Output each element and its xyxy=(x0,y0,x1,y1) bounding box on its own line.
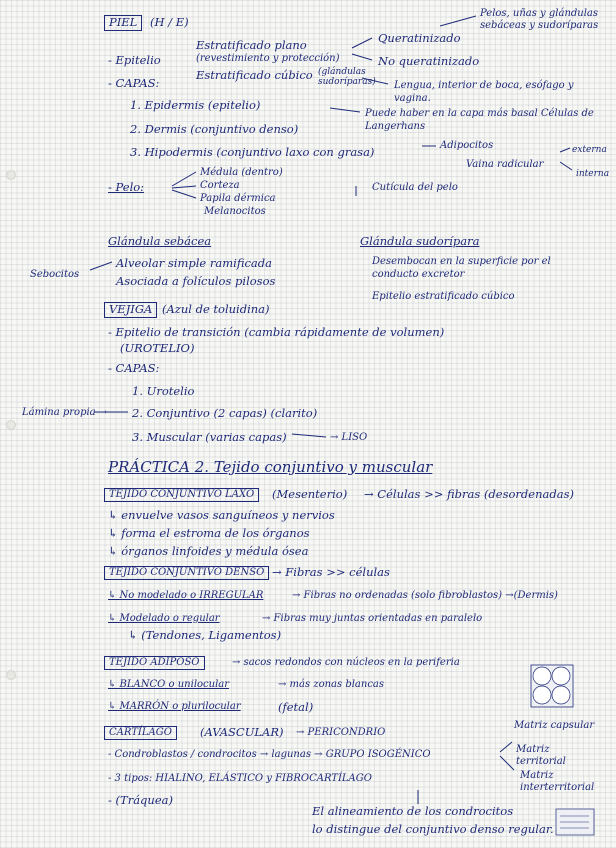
adiposo-marron-desc: (fetal) xyxy=(278,700,314,714)
no-queratinizado: No queratinizado xyxy=(378,54,480,68)
alineamiento-1: El alineamiento de los condrocitos xyxy=(312,804,514,818)
piel-subtitle: (H / E) xyxy=(150,15,189,29)
piel-title: PIEL xyxy=(104,15,142,31)
epitelio-label: - Epitelio xyxy=(108,53,161,67)
pelo-medula: Médula (dentro) xyxy=(200,167,283,178)
epitelio-cubico: Epitelio estratificado cúbico xyxy=(372,291,515,302)
punch-hole xyxy=(6,420,16,430)
alveolar-simple: Alveolar simple ramificada xyxy=(116,256,273,270)
condroblastos: - Condroblastos / condrocitos → lagunas → GRUPO ISOGÉNICO xyxy=(108,749,431,760)
adiposo-desc: → sacos redondos con núcleos en la periferia xyxy=(232,657,460,668)
pelo-corteza: Corteza xyxy=(200,180,240,191)
vejiga-liso: → LISO xyxy=(330,432,368,443)
pelos-note: Pelos, uñas y glándulas sebáceas y sudoríparas xyxy=(480,8,599,31)
pelo-melanocitos: Melanocitos xyxy=(204,206,266,217)
pelo-papila: Papila dérmica xyxy=(200,193,276,204)
tendones: ↳ (Tendones, Ligamentos) xyxy=(128,628,282,642)
vejiga-capa-urotelio: 1. Urotelio xyxy=(132,384,195,398)
adiposo-title: TEJIDO ADIPOSO xyxy=(104,656,205,670)
capa-epidermis: 1. Epidermis (epitelio) xyxy=(130,98,261,112)
laxo-item-2: ↳ forma el estroma de los órganos xyxy=(108,526,310,540)
adiposo-marron: ↳ MARRÓN o plurilocular xyxy=(108,701,241,712)
estrat-cubico: Estratificado cúbico xyxy=(196,68,313,82)
estrat-plano-sub: (revestimiento y protección) xyxy=(196,53,340,64)
cartilago-title: CARTÍLAGO xyxy=(104,726,177,740)
adipocyte-sketch xyxy=(530,664,574,708)
capa-hipodermis: 3. Hipodermis (conjuntivo laxo con grasa) xyxy=(130,145,375,159)
desembocan-note: Desembocan en la superficie por el conducto excretor xyxy=(372,256,551,280)
glandulas-note: (glándulas sudoríparas) xyxy=(318,67,376,87)
capa-dermis: 2. Dermis (conjuntivo denso) xyxy=(130,122,299,136)
matriz-territorial: Matriz territorial xyxy=(516,744,566,767)
vaina-radicular: Vaina radicular xyxy=(466,159,544,170)
laxo-item-1: ↳ envuelve vasos sanguíneos y nervios xyxy=(108,508,335,522)
vejiga-title: VEJIGA xyxy=(104,302,157,318)
no-modelado-desc: → Fibras no ordenadas (solo fibroblastos) →(Dermis) xyxy=(292,590,558,601)
modelado: ↳ Modelado o regular xyxy=(108,613,220,624)
traquea: - (Tráquea) xyxy=(108,793,173,807)
denso-title: TEJIDO CONJUNTIVO DENSO xyxy=(104,566,269,580)
laxo-sub: (Mesenterio) xyxy=(272,487,348,501)
vejiga-capas-label: - CAPAS: xyxy=(108,361,160,375)
lengua-note: Lengua, interior de boca, esófago y vagina. xyxy=(394,80,574,104)
matriz-capsular: Matriz capsular xyxy=(514,720,595,731)
punch-hole xyxy=(6,670,16,680)
vaina-externa: externa xyxy=(572,145,607,155)
practica2-title: PRÁCTICA 2. Tejido conjuntivo y muscular xyxy=(108,458,433,476)
cartilage-sketch xyxy=(555,808,595,836)
glandula-sudoripara: Glándula sudorípara xyxy=(360,234,480,248)
tres-tipos: - 3 tipos: HIALINO, ELÁSTICO y FIBROCARTÍLAGO xyxy=(108,773,372,784)
vejiga-capa-muscular: 3. Muscular (varias capas) xyxy=(132,430,287,444)
pelo-label: - Pelo: xyxy=(108,180,145,194)
cartilago-sub: (AVASCULAR) xyxy=(200,725,284,739)
vaina-interna: interna xyxy=(576,169,610,179)
capas-label: - CAPAS: xyxy=(108,76,160,90)
estrat-plano: Estratificado plano xyxy=(196,38,307,52)
asociada-foliculos: Asociada a folículos pilosos xyxy=(116,274,276,288)
laxo-title: TEJIDO CONJUNTIVO LAXO xyxy=(104,488,259,502)
queratinizado: Queratinizado xyxy=(378,31,461,45)
modelado-desc: → Fibras muy juntas orientadas en paralelo xyxy=(262,613,483,624)
no-modelado: ↳ No modelado o IRREGULAR xyxy=(108,590,264,601)
adiposo-blanco-desc: → más zonas blancas xyxy=(278,679,385,690)
langerhans-note: Puede haber en la capa más basal Células de Langerhans xyxy=(365,108,594,132)
lamina-propia: Lámina propia → xyxy=(22,407,108,418)
glandula-sebacea: Glándula sebácea xyxy=(108,234,212,248)
matriz-interterritorial: Matriz interterritorial xyxy=(520,770,595,793)
adiposo-blanco: ↳ BLANCO o unilocular xyxy=(108,679,230,690)
pericondrio: → PERICONDRIO xyxy=(296,727,386,738)
alineamiento-2: lo distingue del conjuntivo denso regular. xyxy=(312,822,554,836)
sebocitos: Sebocitos xyxy=(30,269,80,280)
laxo-rel: → Células >> fibras (desordenadas) xyxy=(364,487,574,501)
vejiga-epitelio: - Epitelio de transición (cambia rápidamente de volumen) xyxy=(108,325,445,339)
vejiga-urotelio: (UROTELIO) xyxy=(120,341,195,355)
adipocitos: Adipocitos xyxy=(440,140,494,151)
denso-rel: → Fibras >> células xyxy=(272,565,390,579)
cuticula-pelo: Cutícula del pelo xyxy=(372,182,458,193)
vejiga-capa-conjuntivo: 2. Conjuntivo (2 capas) (clarito) xyxy=(132,406,318,420)
laxo-item-3: ↳ órganos linfoides y médula ósea xyxy=(108,544,309,558)
punch-hole xyxy=(6,170,16,180)
vejiga-subtitle: (Azul de toluidina) xyxy=(162,302,270,316)
